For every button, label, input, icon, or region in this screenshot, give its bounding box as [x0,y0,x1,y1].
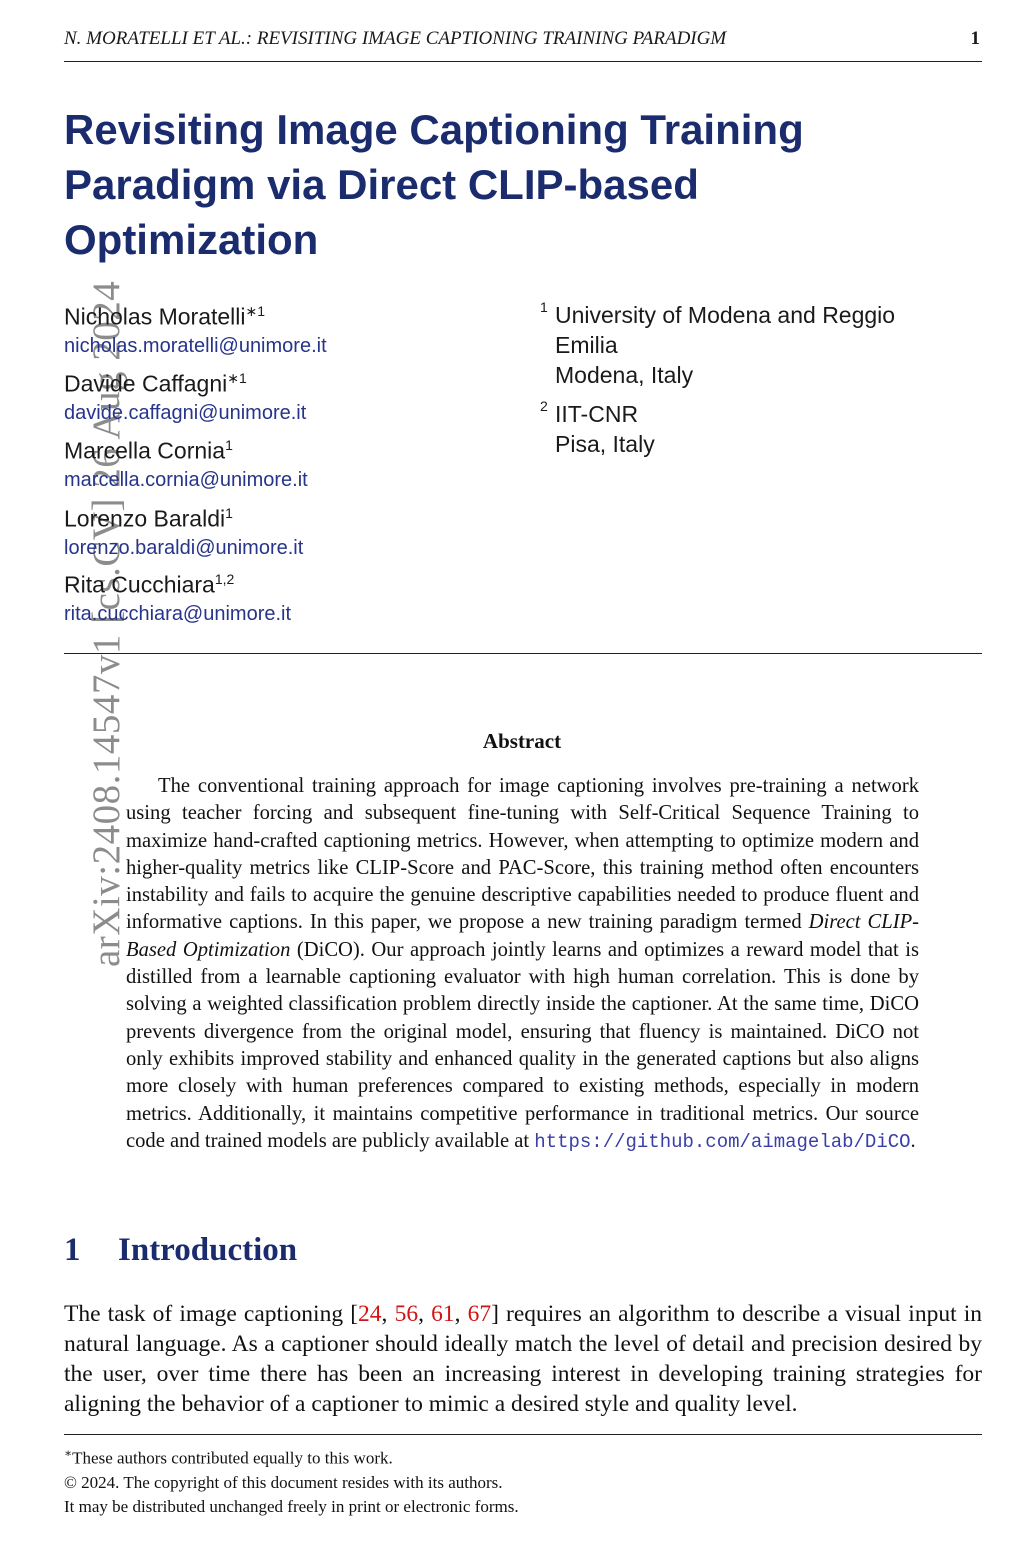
author-name: Marcella Cornia$^1$ [64,437,233,464]
author-marks: ∗1 [227,370,247,386]
section-heading-introduction [64,1232,297,1269]
author-marks: 1,2 [214,571,235,587]
introduction-paragraph: The task of image captioning [24, 56, 61, 67] requires an algorithm to describe a visual input in natural language. As a captioner should ideally match the level of detail and precision desired by the user, over time there has been an increasing interest in developing training strategies for aligning the behavior of a captioner to mimic a desired style and quality level. [64,1301,983,1417]
affiliation-line: IIT-CNR [555,401,639,427]
author-email-link[interactable]: rita.cucchiara@unimore.it [64,603,292,625]
footnotes [64,1441,982,1519]
footnote-distribution: It may be distributed unchanged freely in print or electronic forms. [64,1496,519,1516]
author-marks: 1 [225,505,233,521]
running-header [64,28,982,50]
affiliation-mark: 2 [540,398,548,414]
method-name-emphasis: Direct CLIP-Based Optimization [126,911,920,961]
page-number: 1 [970,28,980,49]
author-name: Davide Caffagni$^{∗1}$ [64,370,247,397]
footnote-equal-contribution: ∗These authors contributed equally to this work. [64,1446,393,1468]
github-link[interactable]: https://github.com/aimagelab/DiCO [534,1130,911,1153]
affiliation-line: Modena, Italy [555,362,694,388]
author-name: Nicholas Moratelli$^{∗1}$ [64,303,266,330]
abstract-heading: Abstract [482,729,562,753]
section-number: 1 [64,1232,81,1268]
arxiv-identifier-stamp: arXiv:2408.14547v1 [cs.CV] 26 Aug 2024 [85,280,128,967]
author-email-link[interactable]: davide.caffagni@unimore.it [64,402,307,424]
header-rule [64,61,982,62]
author-name: Lorenzo Baraldi$^1$ [64,505,233,532]
running-title: N. MORATELLI ET AL.: REVISITING IMAGE CAPTIONING TRAINING PARADIGM [64,28,727,49]
author-email-link[interactable]: marcella.cornia@unimore.it [64,469,308,491]
citation-link[interactable]: 56 [394,1301,419,1327]
affiliation-line: University of Modena and Reggio [555,302,896,328]
abstract-text: The conventional training approach for image captioning involves pre-training a network using teacher forcing and subsequent fine-tuning with Self-Critical Sequence Training to maximize hand-crafted captioning metrics. However, when attempting to optimize modern and higher-quality metrics like CLIP-Score and PAC-Score, this training method often encounters instability and fails to acquire the genuine descriptive capabilities needed to produce fluent and informative captions. In this paper, we propose a new training paradigm termed Direct CLIP-Based Optimization (DiCO). Our approach jointly learns and optimizes a reward model that is distilled from a learnable captioning evaluator with high human correlation. This is done by solving a weighted classification problem directly inside the captioner. At the same time, DiCO prevents divergence from the original model, ensuring that fluency is maintained. DiCO not only exhibits improved stability and enhanced quality in the generated captions but also aligns more closely with human preferences compared to existing methods, especially in modern metrics. Additionally, it maintains competitive performance in traditional metrics. Our source code and trained models are publicly available at https://github.com/aimagelab/DiCO. [126,775,920,1153]
footnote-rule [64,1434,982,1435]
footnote-copyright: © 2024. The copyright of this document resides with its authors. [64,1472,503,1492]
author-email-link[interactable]: lorenzo.baraldi@unimore.it [64,537,304,559]
author-name: Rita Cucchiara$^{1,2}$ [64,571,235,598]
author-marks: 1 [225,437,233,453]
paper-title: Revisiting Image Captioning Training Paradigm via Direct CLIP-based Optimization [64,106,804,263]
affiliation-mark: 1 [540,299,548,315]
affiliation-line: Emilia [555,332,618,358]
author-email-link[interactable]: nicholas.moratelli@unimore.it [64,335,327,357]
citation-link[interactable]: 24 [358,1301,382,1327]
affiliation-line: Pisa, Italy [555,431,655,457]
author-marks: ∗1 [245,303,266,319]
affiliation-2 [540,399,655,459]
affiliation-1 [540,300,895,390]
section-title: Introduction [118,1232,298,1268]
authors-rule [64,653,982,654]
citation-link[interactable]: 67 [467,1301,492,1327]
citation-link[interactable]: 61 [431,1301,455,1327]
